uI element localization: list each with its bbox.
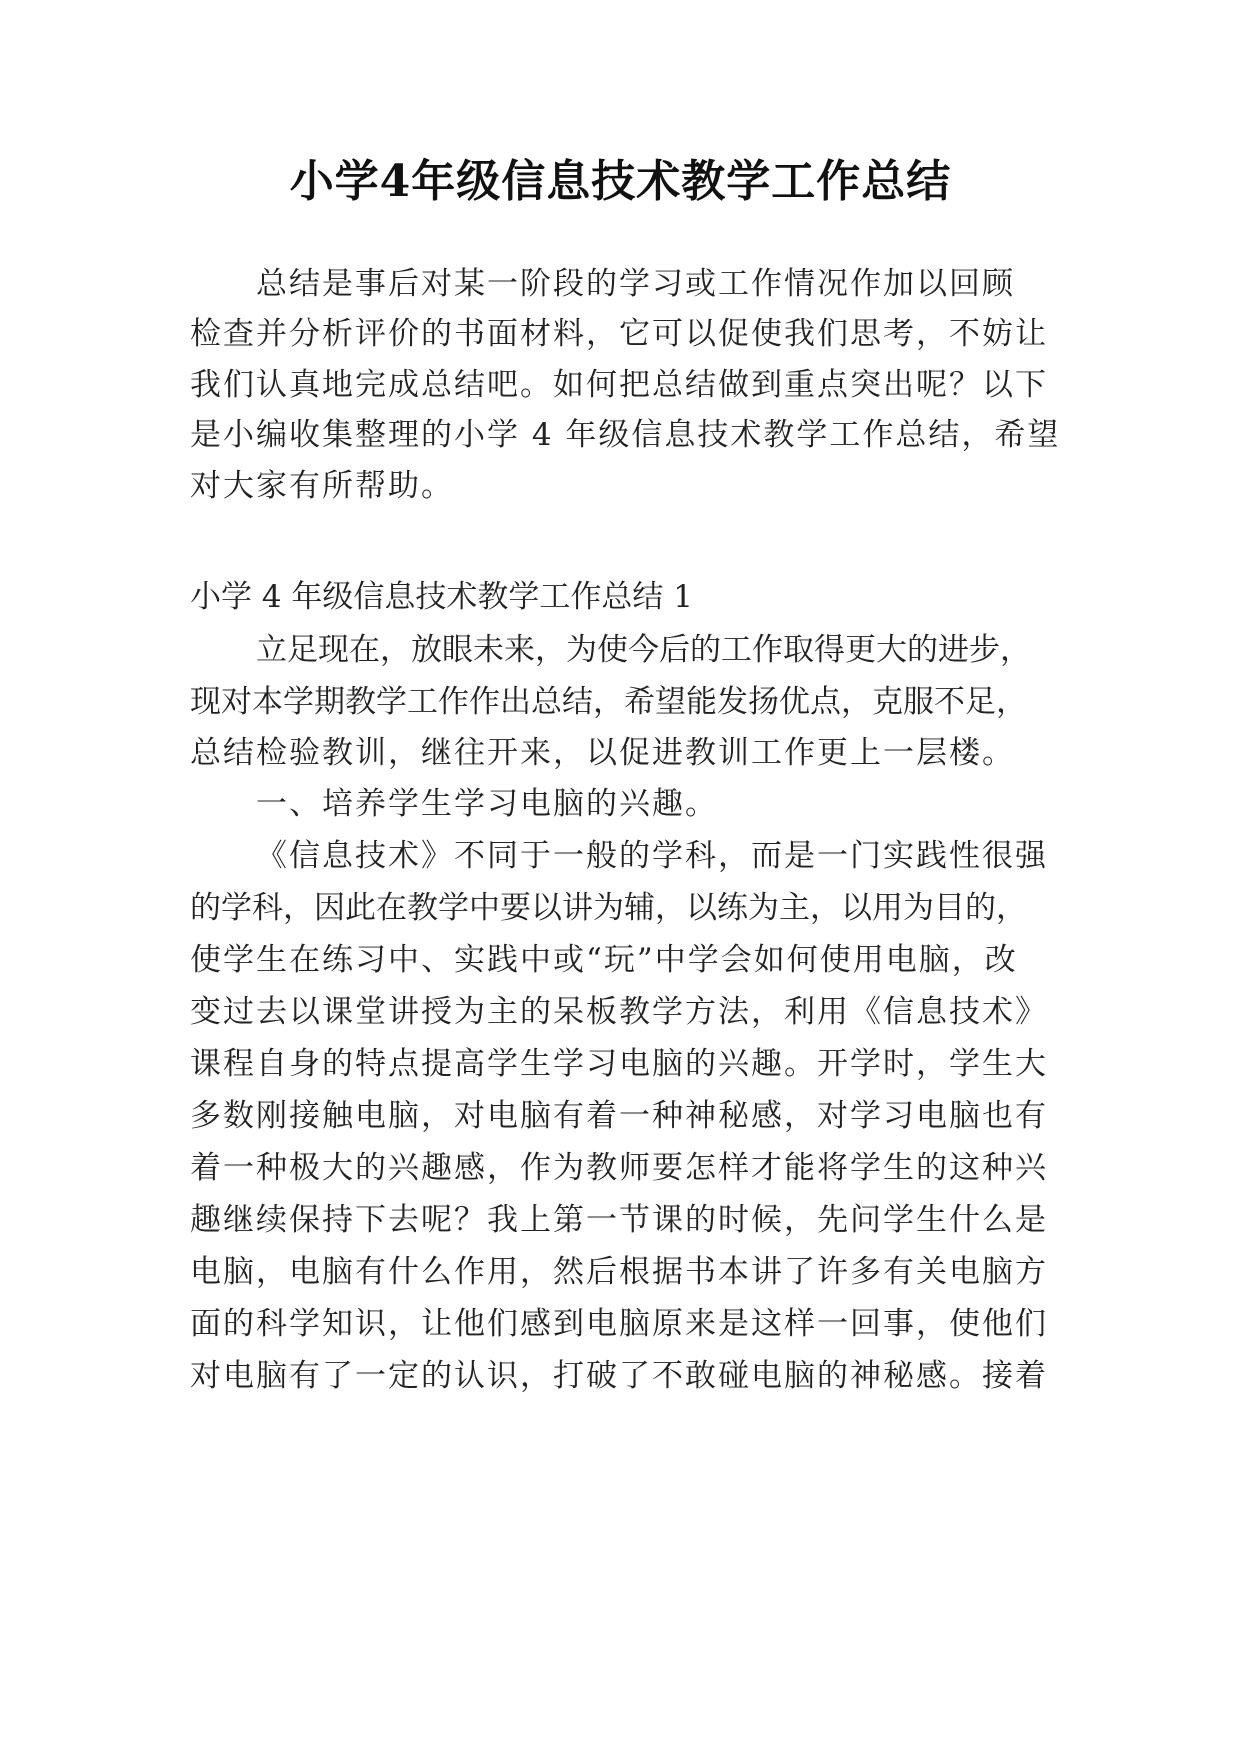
intro-line: 总结是事后对某一阶段的学习或工作情况作加以回顾: [256, 266, 1015, 302]
intro-line: 检查并分析评价的书面材料，它可以促使我们思考，不妨让: [190, 316, 1048, 352]
body-line: 使学生在练习中、实践中或“玩”中学会如何使用电脑，改: [190, 942, 1018, 978]
body-line: 《信息技术》不同于一般的学科，而是一门实践性很强: [256, 838, 1048, 874]
point-heading: 一、培养学生学习电脑的兴趣。: [256, 786, 718, 822]
intro-line: 对大家有所帮助。: [190, 468, 454, 504]
body-line: 对电脑有了一定的认识，打破了不敢碰电脑的神秘感。接着: [190, 1358, 1048, 1394]
body-line: 多数刚接触电脑，对电脑有着一种神秘感，对学习电脑也有: [190, 1098, 1048, 1134]
section-intro-line: 现对本学期教学工作作出总结，希望能发扬优点，克服不足，: [190, 684, 1027, 720]
body-line: 面的科学知识，让他们感到电脑原来是这样一回事，使他们: [190, 1306, 1048, 1342]
section-heading: 小学 4 年级信息技术教学工作总结 1: [190, 579, 694, 615]
body-line: 的学科，因此在教学中要以讲为辅，以练为主，以用为目的，: [190, 890, 1027, 926]
intro-line: 是小编收集整理的小学 4 年级信息技术教学工作总结，希望: [190, 417, 1061, 453]
body-line: 电脑，电脑有什么作用，然后根据书本讲了许多有关电脑方: [190, 1254, 1048, 1290]
document-title: 小学4年级信息技术教学工作总结: [289, 156, 952, 207]
intro-line: 我们认真地完成总结吧。如何把总结做到重点突出呢？以下: [190, 367, 1048, 403]
section-intro-line: 总结检验教训，继往开来，以促进教训工作更上一层楼。: [190, 735, 1015, 771]
body-line: 趣继续保持下去呢？我上第一节课的时候，先问学生什么是: [190, 1202, 1048, 1238]
body-line: 着一种极大的兴趣感，作为教师要怎样才能将学生的这种兴: [190, 1150, 1048, 1186]
body-line: 变过去以课堂讲授为主的呆板教学方法，利用《信息技术》: [190, 994, 1048, 1030]
body-line: 课程自身的特点提高学生学习电脑的兴趣。开学时，学生大: [190, 1046, 1048, 1082]
section-intro-line: 立足现在，放眼未来，为使今后的工作取得更大的进步，: [256, 632, 1031, 668]
